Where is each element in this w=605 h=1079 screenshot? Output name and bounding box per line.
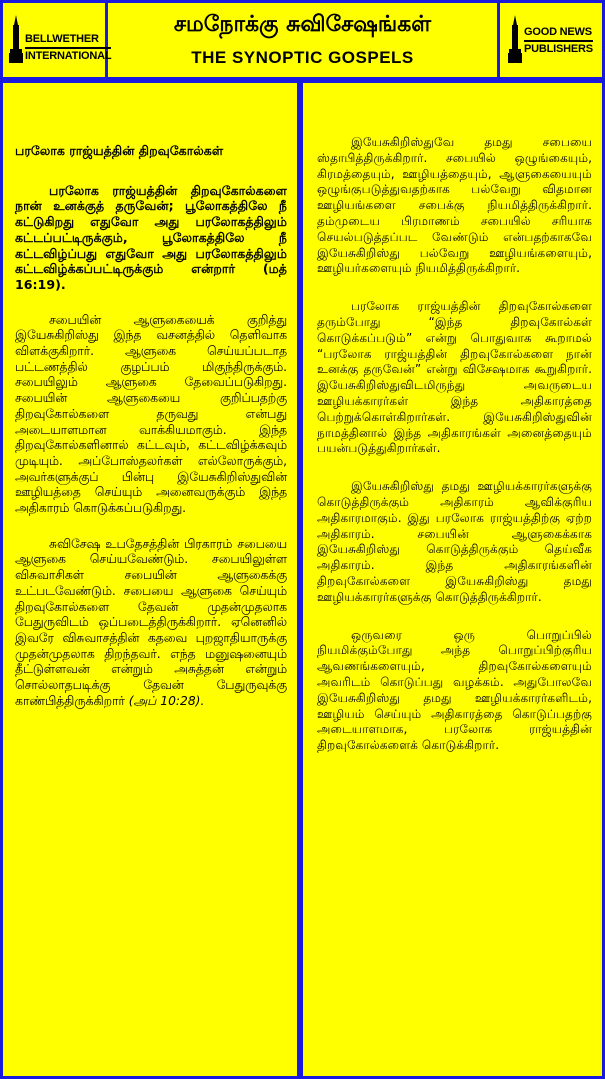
bell-tower-icon — [9, 15, 23, 63]
title-english: THE SYNOPTIC GOSPELS — [191, 48, 414, 67]
scripture-verse: பரலோக ராஜ்யத்தின் திறவுகோல்களை நான் உனக்குத் தருவேன்; பூலோகத்திலே நீ கட்டுகிறது எதுவோ அது பரலோகத்திலும் கட்டப்பட்டிருக்கும், பூலோகத்திலே நீ கட்டவிழ்ப்பது எதுவோ அது பரலோகத்திலும் கட்டவிழ்க்கப்பட்டிருக்கும் என்றார் (மத் 16:19). — [15, 182, 287, 292]
right-paragraph-2: பரலோக ராஜ்யத்தின் திறவுகோல்களை தரும்போது “இந்த திறவுகோல்கள் கொடுக்கப்படும்” என்று பொதுவாக கூறாமல் “பரலோக ராஜ்யத்தின் திறவுகோல்களை நான் உனக்கு தருவேன்” என்று விசேஷமாக கூறுகிறார். இயேசுகிறிஸ்துவிடமிருந்து அவருடைய ஊழியக்காரர்கள் இந்த அதிகாரத்தை பெற்றுக்கொள்கிறார்கள். இயேசுகிறிஸ்துவின் நாமத்தினால் இந்த அதிகாரங்கள் அனைத்தையும் பயன்படுத்துகிறார்கள். — [317, 299, 592, 456]
right-paragraph-1: இயேசுகிறிஸ்துவே தமது சபையை ஸ்தாபித்திருக்கிறார். சபையில் ஒழுங்கையும், கிரமத்தையும், ஊழியத்தையும், ஆளுகையையும் ஒழுங்குபடுத்துவதற்காக பல்வேறு விதமான ஊழியங்களை சபைக்கு நியமித்திருக்கிறார். தம்முடைய பிரமாணம் சபையில் சரியாக செயல்படுத்தப்பட வேண்டும் என்பதற்காகவே இயேசுகிறிஸ்து பல்வேறு ஊழியங்களையும், ஊழியர்களையும் நியமித்திருக்கிறார். — [317, 135, 592, 276]
title-tamil: சமநோக்கு சுவிசேஷங்கள் — [173, 12, 432, 37]
scripture-reference: (அப் 10:28). — [128, 693, 205, 708]
left-paragraph-2 — [15, 537, 287, 710]
right-logo-line1: GOOD NEWS — [524, 25, 593, 42]
section-heading: பரலோக ராஜ்யத்தின் திறவுகோல்கள் — [15, 143, 224, 158]
bellwether-logo-text — [25, 32, 111, 64]
right-logo-line2: PUBLISHERS — [524, 43, 593, 55]
good-news-logo-text — [524, 25, 593, 57]
title-block — [108, 3, 497, 77]
bellwether-logo — [3, 3, 112, 77]
left-column — [0, 80, 300, 1079]
left-logo-line1: BELLWETHER — [25, 32, 111, 49]
header-banner — [0, 0, 605, 80]
left-paragraph-1: சபையின் ஆளுகையைக் குறித்து இயேசுகிறிஸ்து இந்த வசனத்தில் தெளிவாக விளக்குகிறார். ஆளுகை செய்யப்படாத பட்டணத்தில் குழப்பம் மிகுந்திருக்கும். சபையிலும் ஆளுகை தேவைப்படுகிறது. சபையின் ஆளுகையை குறிப்பதற்கு திறவுகோல்களை தருவது என்பது அடையாளமான வாக்கியமாகும். இந்த திறவுகோல்களினால் கட்டவும், கட்டவிழ்க்கவும் முடியும். அப்போஸ்தலர்கள் எல்லோருக்கும், அவர்களுக்குப் பின்பு இயேசுகிறிஸ்துவின் ஊழியத்தை செய்யும் அனைவருக்கும் இந்த அதிகாரம் கொடுக்கப்படுகிறது. — [15, 312, 287, 516]
left-logo-line2: INTERNATIONAL — [25, 50, 112, 62]
left-paragraph-2-text: சுவிசேஷ உபதேசத்தின் பிரகாரம் சபையை ஆளுகை செய்யவேண்டும். சபையிலுள்ள விசுவாசிகள் சபையின் ஆளுகைக்கு உட்படவேண்டும். சபையை ஆளுகை செய்யும் திறவுகோல்களை தேவன் முதன்முதலாக பேதுருவிடம் ஒப்படைத்திருக்கிறார். ஏனெனில் இவரே விசுவாசத்தின் கதவை புறஜாதியாருக்கு முதன்முதலாக திறந்தவர். எந்த மனுஷனையும் தீட்டுள்ளவன் என்றும் அசுத்தன் என்றும் சொல்லாதபடிக்கு தேவன் பேதுருவுக்கு காண்பித்திருக்கிறார் — [15, 536, 287, 708]
bell-tower-icon — [508, 15, 522, 63]
right-paragraph-4: ஒருவரை ஒரு பொறுப்பில் நியமிக்கும்போது அந்த பொறுப்பிற்குரிய ஆவணங்களையும், திறவுகோல்களையும் அவரிடம் கொடுப்பது வழக்கம். அதுபோலவே இயேசுகிறிஸ்து தமது ஊழியக்காரர்களிடம், ஊழியம் செய்யும் அதிகாரத்தை கொடுப்பதற்கு அடையாளமாக, பரலோக ராஜ்யத்தின் திறவுகோல்களைக் கொடுக்கிறார். — [317, 627, 592, 753]
right-paragraph-3: இயேசுகிறிஸ்து தமது ஊழியக்காரர்களுக்கு கொடுத்திருக்கும் அதிகாரம் ஆவிக்குரிய அதிகாரமாகும். இது பரலோக ராஜ்யத்திற்கு ஏற்ற அதிகாரம். சபையின் ஆளுகைக்காக இயேசுகிறிஸ்து கொடுத்திருக்கும் தெய்வீக அதிகாரம். இந்த அதிகாரங்களின் திறவுகோல்களை இயேசுகிறிஸ்து தமது ஊழியக்காரர்களுக்கு கொடுத்திருக்கிறார். — [317, 479, 592, 604]
good-news-logo — [497, 3, 602, 77]
right-column — [300, 80, 605, 1079]
